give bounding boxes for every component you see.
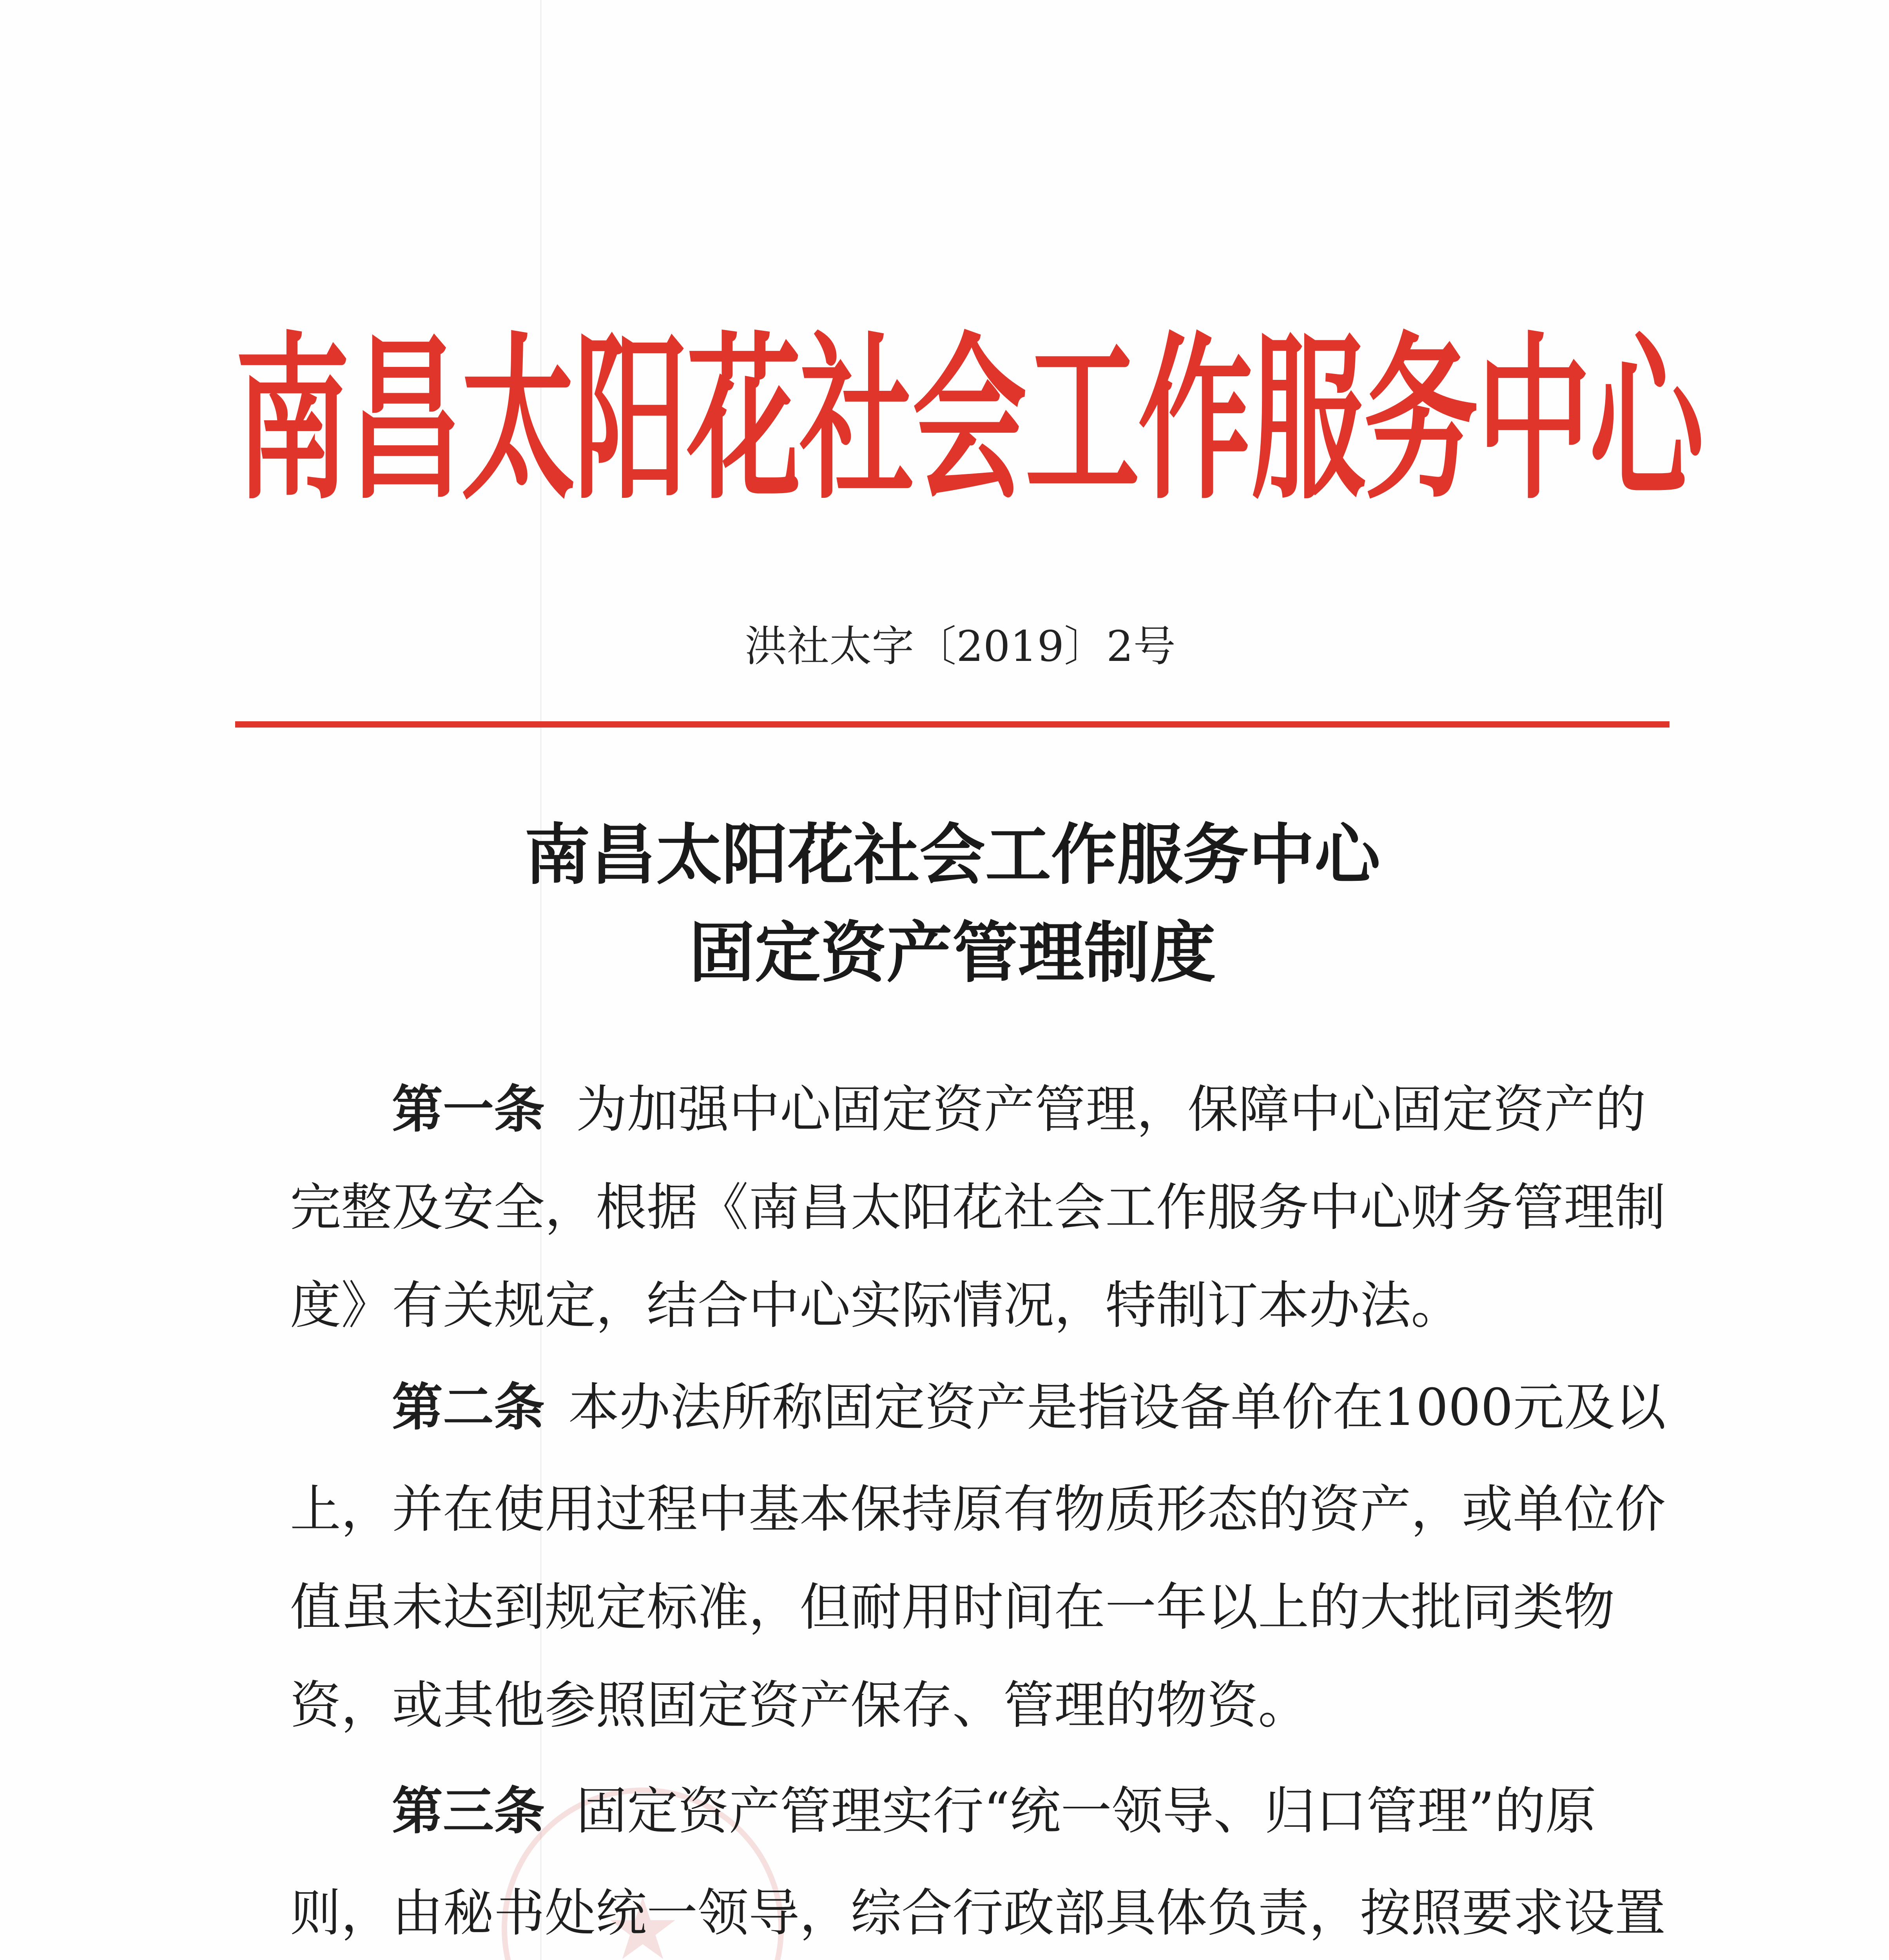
article-3-label: 第三条 (392, 1781, 545, 1841)
letterhead-red-rule (235, 721, 1670, 728)
article-2-line-4: 资，或其他参照固定资产保存、管理的物资。 (290, 1675, 1309, 1735)
article-1-line-2: 完整及安全，根据《南昌太阳花社会工作服务中心财务管理制 (290, 1178, 1666, 1237)
article-3-line-1 (392, 1776, 1596, 1846)
article-2-line-1 (392, 1372, 1666, 1443)
article-3-text-1: 固定资产管理实行“统一领导、归口管理”的原 (576, 1781, 1596, 1841)
article-3-line-2: 则，由秘书处统一领导，综合行政部具体负责，按照要求设置 (290, 1883, 1666, 1943)
article-1-text-1: 为加强中心固定资产管理，保障中心固定资产的 (576, 1080, 1646, 1139)
article-1-line-1 (392, 1074, 1646, 1145)
article-2-line-2: 上，并在使用过程中基本保持原有物质形态的资产，或单位价 (290, 1479, 1666, 1539)
article-1-line-3: 度》有关规定，结合中心实际情况，特制订本办法。 (290, 1276, 1462, 1335)
article-2-label: 第二条 (392, 1377, 545, 1437)
document-title-line2: 固定资产管理制度 (689, 914, 1216, 991)
letterhead-org-name: 南昌太阳花社会工作服务中心 (235, 315, 1702, 524)
article-2-line-3: 值虽未达到规定标准，但耐用时间在一年以上的大批同类物 (290, 1577, 1615, 1637)
document-title-line1: 南昌太阳花社会工作服务中心 (524, 816, 1380, 893)
article-1-label: 第一条 (392, 1079, 545, 1139)
article-2-text-1: 本办法所称固定资产是指设备单价在1000元及以 (568, 1377, 1666, 1437)
document-number: 洪社太字〔2019〕2号 (745, 622, 1176, 671)
